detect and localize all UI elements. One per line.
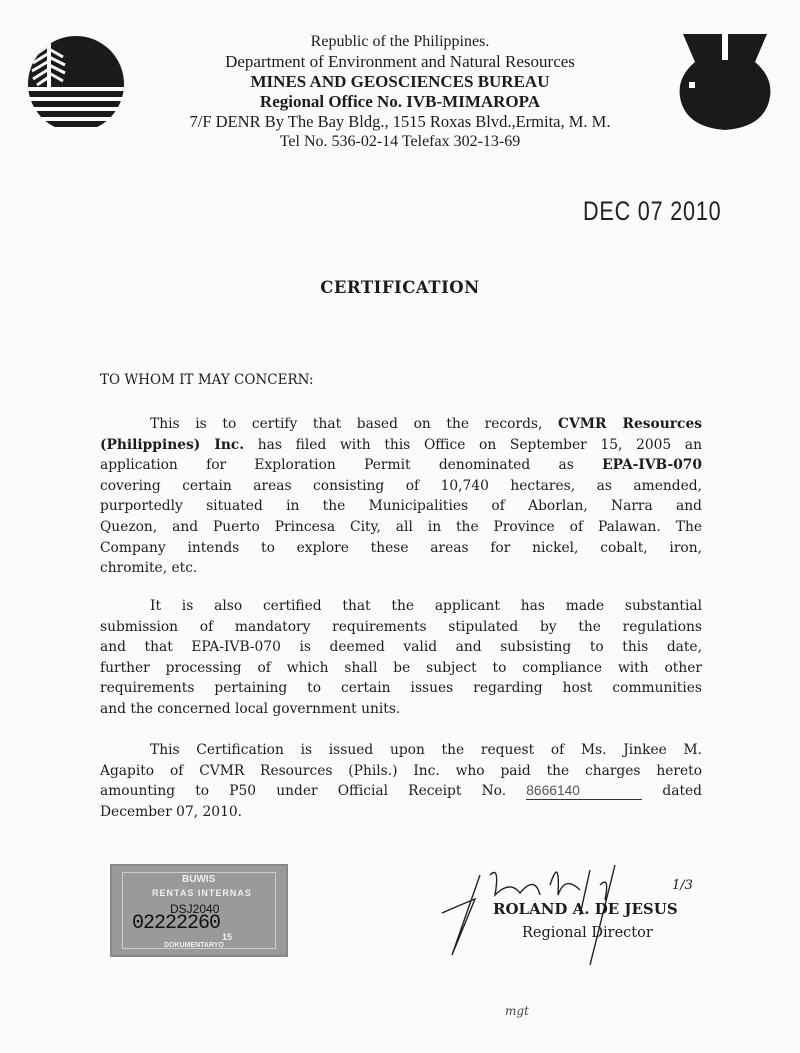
paragraph-certification — [100, 414, 702, 579]
text-line — [100, 538, 702, 559]
letterhead-office: Regional Office No. IVB-MIMAROPA — [259, 92, 541, 111]
text-line — [100, 435, 702, 456]
stamp-bottom: DOKUMENTARYO — [164, 942, 224, 949]
text-segment: amounting to P50 under Official Receipt No. — [100, 783, 527, 800]
signatory-name: ROLAND A. DE JESUS — [493, 900, 678, 918]
text-line — [100, 558, 702, 579]
mgb-logo-icon — [675, 32, 775, 132]
stamp-code: DSJ2040 — [170, 902, 220, 916]
text-segment: Company intends to explore these areas for nickel, cobalt, iron, — [100, 539, 702, 556]
stamp-number: 02222260 — [132, 912, 221, 935]
text-segment: Quezon, and Puerto Princesa City, all in the Province of Palawan. The — [100, 518, 702, 535]
text-line — [100, 414, 702, 435]
text-line — [100, 637, 702, 658]
text-line — [100, 678, 702, 699]
bold-text: EPA-IVB-070 — [602, 457, 702, 474]
text-segment: and that EPA-IVB-070 is deemed valid and subsisting to this date, — [100, 639, 702, 656]
letterhead-department: Department of Environment and Natural Resources — [225, 52, 575, 71]
text-line — [100, 802, 702, 823]
text-line — [100, 658, 702, 679]
typist-initials: mgt — [505, 1004, 529, 1018]
text-line — [100, 455, 702, 476]
letterhead-address: 7/F DENR By The Bay Bldg., 1515 Roxas Blvd.,Ermita, M. M. — [189, 112, 611, 131]
paragraph-request — [100, 740, 702, 822]
text-line — [100, 517, 702, 538]
documentary-stamp — [110, 864, 288, 957]
text-segment: submission of mandatory requirements stipulated by the regulations — [100, 618, 702, 635]
letterhead-phone: Tel No. 536-02-14 Telefax 302-13-69 — [279, 133, 521, 150]
text-segment: This is to certify that based on the records, — [150, 416, 559, 432]
text-segment: and the concerned local government units. — [100, 700, 401, 717]
receipt-number: 8666140 — [526, 783, 642, 800]
text-line — [100, 781, 702, 802]
text-segment: It is also certified that the applicant has made substantial — [150, 598, 702, 614]
letterhead — [180, 32, 620, 152]
stamp-value: 15 — [222, 932, 233, 942]
text-segment: December 07, 2010. — [100, 803, 243, 820]
text-segment: further processing of which shall be subject to compliance with other — [100, 659, 702, 676]
bold-text: (Philippines) Inc. — [100, 436, 245, 453]
paragraph-validity — [100, 596, 702, 720]
document-title: CERTIFICATION — [320, 278, 480, 297]
text-segment: requirements pertaining to certain issues regarding host communities — [100, 680, 702, 697]
signatory-title: Regional Director — [522, 925, 653, 941]
text-segment: purportedly situated in the Municipalities of Aborlan, Narra and — [100, 498, 702, 515]
text-segment: covering certain areas consisting of 10,740 hectares, as amended, — [100, 477, 702, 494]
salutation: TO WHOM IT MAY CONCERN: — [100, 372, 314, 388]
text-line — [100, 617, 702, 638]
text-segment: Agapito of CVMR Resources (Phils.) Inc. who paid the charges hereto — [100, 762, 702, 779]
text-segment: chromite, etc. — [100, 560, 198, 577]
text-segment: has filed with this Office on September 15, 2005 an — [244, 436, 703, 453]
text-segment: application for Exploration Permit denominated as — [100, 457, 603, 474]
signature-date-note: 1/3 — [672, 878, 693, 893]
text-line — [100, 699, 702, 720]
text-segment: dated — [642, 783, 703, 800]
bold-text: CVMR Resources — [558, 416, 702, 432]
text-line — [100, 740, 702, 761]
letterhead-bureau: MINES AND GEOSCIENCES BUREAU — [250, 72, 550, 91]
letterhead-republic: Republic of the Philippines. — [310, 33, 490, 50]
date-stamp: DEC 07 2010 — [583, 196, 722, 226]
text-line — [100, 496, 702, 517]
text-line — [100, 761, 702, 782]
text-segment: This Certification is issued upon the request of Ms. Jinkee M. — [150, 742, 702, 758]
text-line — [100, 596, 702, 617]
stamp-sub: RENTAS INTERNAS — [152, 888, 252, 898]
stamp-top: BUWIS — [182, 874, 216, 885]
text-line — [100, 476, 702, 497]
denr-logo-icon — [27, 35, 125, 133]
